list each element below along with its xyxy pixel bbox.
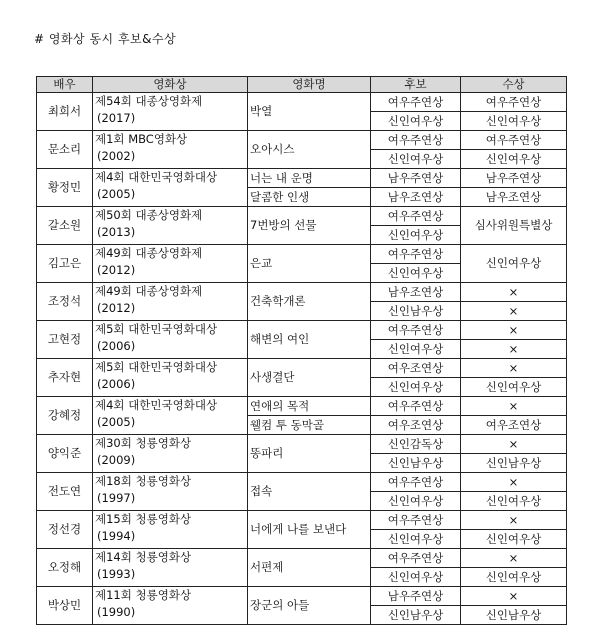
award-won: 신인여우상 (461, 530, 567, 549)
award-ceremony (93, 245, 248, 283)
award-ceremony (93, 131, 248, 169)
award-won: × (461, 283, 567, 302)
actor-name: 최희서 (37, 93, 93, 131)
award-won: 남우주연상 (461, 169, 567, 188)
actor-name: 조정석 (37, 283, 93, 321)
nomination-category: 남우조연상 (371, 188, 461, 207)
film-title: 건축학개론 (248, 283, 371, 321)
award-ceremony (93, 397, 248, 435)
nomination-category: 남우조연상 (371, 283, 461, 302)
ceremony-name: 제49회 대종상영화제 (95, 284, 203, 298)
nomination-category: 신인여우상 (371, 568, 461, 587)
nomination-category: 여우조연상 (371, 359, 461, 378)
award-won: × (461, 587, 567, 606)
award-ceremony (93, 435, 248, 473)
table-row (37, 397, 567, 416)
award-ceremony (93, 549, 248, 587)
film-title: 웰컴 투 동막골 (248, 416, 371, 435)
column-header-actor: 배우 (37, 77, 93, 93)
table-row (37, 131, 567, 150)
award-won: × (461, 340, 567, 359)
table-row (37, 511, 567, 530)
table-row (37, 435, 567, 454)
actor-name: 황정민 (37, 169, 93, 207)
film-title: 오아시스 (248, 131, 371, 169)
nomination-category: 여우주연상 (371, 93, 461, 112)
award-won: 여우주연상 (461, 131, 567, 150)
ceremony-year: (1994) (97, 529, 136, 543)
ceremony-name: 제30회 청룡영화상 (95, 436, 192, 450)
award-won: × (461, 435, 567, 454)
ceremony-year: (2012) (97, 263, 136, 277)
nomination-category: 여우주연상 (371, 245, 461, 264)
award-ceremony (93, 207, 248, 245)
ceremony-name: 제49회 대종상영화제 (95, 246, 203, 260)
nomination-category: 신인여우상 (371, 264, 461, 283)
nomination-category: 신인남우상 (371, 606, 461, 625)
award-won: 신인남우상 (461, 606, 567, 625)
award-ceremony (93, 511, 248, 549)
award-won: 신인여우상 (461, 150, 567, 169)
actor-name: 추자현 (37, 359, 93, 397)
award-ceremony (93, 283, 248, 321)
table-row (37, 587, 567, 606)
nomination-category: 신인남우상 (371, 302, 461, 321)
award-won: 심사위원특별상 (461, 207, 567, 245)
film-title: 너에게 나를 보낸다 (248, 511, 371, 549)
nomination-category: 여우주연상 (371, 511, 461, 530)
film-title: 박열 (248, 93, 371, 131)
award-won: × (461, 511, 567, 530)
nomination-category: 여우주연상 (371, 397, 461, 416)
award-won: 신인남우상 (461, 454, 567, 473)
actor-name: 고현정 (37, 321, 93, 359)
award-ceremony (93, 169, 248, 207)
award-won: × (461, 359, 567, 378)
page-title: # 영화상 동시 후보&수상 (34, 32, 177, 46)
nomination-category: 신인여우상 (371, 530, 461, 549)
ceremony-name: 제1회 MBC영화상 (95, 132, 188, 146)
nomination-category: 신인여우상 (371, 340, 461, 359)
film-title: 7번방의 선물 (248, 207, 371, 245)
film-title: 너는 내 운명 (248, 169, 371, 188)
nomination-category: 신인여우상 (371, 378, 461, 397)
ceremony-year: (1993) (97, 567, 136, 581)
ceremony-year: (2009) (97, 453, 136, 467)
award-ceremony (93, 587, 248, 625)
nomination-category: 신인여우상 (371, 150, 461, 169)
table-header-row (37, 77, 567, 93)
actor-name: 전도연 (37, 473, 93, 511)
ceremony-year: (2017) (97, 111, 136, 125)
award-won: × (461, 473, 567, 492)
ceremony-year: (2002) (97, 149, 136, 163)
ceremony-name: 제15회 청룡영화상 (95, 512, 192, 526)
award-won: 신인여우상 (461, 112, 567, 131)
nomination-category: 신인감독상 (371, 435, 461, 454)
nomination-category: 신인여우상 (371, 492, 461, 511)
award-won: 신인여우상 (461, 378, 567, 397)
ceremony-year: (2006) (97, 377, 136, 391)
award-ceremony (93, 321, 248, 359)
award-won: × (461, 549, 567, 568)
award-won: 여우조연상 (461, 416, 567, 435)
actor-name: 박상민 (37, 587, 93, 625)
nomination-category: 남우주연상 (371, 169, 461, 188)
ceremony-name: 제54회 대종상영화제 (95, 94, 203, 108)
awards-table (36, 76, 567, 625)
ceremony-name: 제5회 대한민국영화대상 (95, 360, 218, 374)
table-row (37, 549, 567, 568)
nomination-category: 신인여우상 (371, 112, 461, 131)
film-title: 연애의 목적 (248, 397, 371, 416)
award-won: × (461, 321, 567, 340)
actor-name: 양익준 (37, 435, 93, 473)
actor-name: 갈소원 (37, 207, 93, 245)
table-row (37, 359, 567, 378)
ceremony-name: 제18회 청룡영화상 (95, 474, 192, 488)
nomination-category: 여우주연상 (371, 473, 461, 492)
award-won: 신인여우상 (461, 568, 567, 587)
film-title: 달콤한 인생 (248, 188, 371, 207)
award-ceremony (93, 93, 248, 131)
award-won: 신인여우상 (461, 245, 567, 283)
film-title: 장군의 아들 (248, 587, 371, 625)
award-won: 신인여우상 (461, 492, 567, 511)
table-row (37, 473, 567, 492)
actor-name: 문소리 (37, 131, 93, 169)
nomination-category: 남우주연상 (371, 587, 461, 606)
ceremony-name: 제5회 대한민국영화대상 (95, 322, 218, 336)
ceremony-name: 제4회 대한민국영화대상 (95, 170, 218, 184)
column-header-award-ceremony: 영화상 (93, 77, 248, 93)
nomination-category: 여우주연상 (371, 207, 461, 226)
table-row (37, 169, 567, 188)
column-header-film: 영화명 (248, 77, 371, 93)
nomination-category: 여우주연상 (371, 321, 461, 340)
actor-name: 정선경 (37, 511, 93, 549)
ceremony-name: 제4회 대한민국영화대상 (95, 398, 218, 412)
film-title: 서편제 (248, 549, 371, 587)
ceremony-year: (2005) (97, 415, 136, 429)
table-row (37, 207, 567, 226)
table-row (37, 245, 567, 264)
table-row (37, 283, 567, 302)
table-row (37, 321, 567, 340)
actor-name: 김고은 (37, 245, 93, 283)
film-title: 똥파리 (248, 435, 371, 473)
ceremony-year: (2006) (97, 339, 136, 353)
ceremony-year: (1997) (97, 491, 136, 505)
award-won: × (461, 302, 567, 321)
nomination-category: 신인여우상 (371, 226, 461, 245)
nomination-category: 여우주연상 (371, 131, 461, 150)
ceremony-name: 제14회 청룡영화상 (95, 550, 192, 564)
ceremony-year: (2012) (97, 301, 136, 315)
ceremony-name: 제11회 청룡영화상 (95, 588, 192, 602)
award-won: 여우주연상 (461, 93, 567, 112)
award-won: 남우조연상 (461, 188, 567, 207)
table-row (37, 93, 567, 112)
actor-name: 오정해 (37, 549, 93, 587)
nomination-category: 여우조연상 (371, 416, 461, 435)
film-title: 해변의 여인 (248, 321, 371, 359)
film-title: 사생결단 (248, 359, 371, 397)
ceremony-name: 제50회 대종상영화제 (95, 208, 203, 222)
ceremony-year: (2013) (97, 225, 136, 239)
ceremony-year: (2005) (97, 187, 136, 201)
award-ceremony (93, 473, 248, 511)
ceremony-year: (1990) (97, 605, 136, 619)
table-body (37, 93, 567, 625)
film-title: 은교 (248, 245, 371, 283)
actor-name: 강혜정 (37, 397, 93, 435)
column-header-won: 수상 (461, 77, 567, 93)
nomination-category: 신인남우상 (371, 454, 461, 473)
award-ceremony (93, 359, 248, 397)
film-title: 접속 (248, 473, 371, 511)
column-header-nomination: 후보 (371, 77, 461, 93)
nomination-category: 여우주연상 (371, 549, 461, 568)
award-won: × (461, 397, 567, 416)
